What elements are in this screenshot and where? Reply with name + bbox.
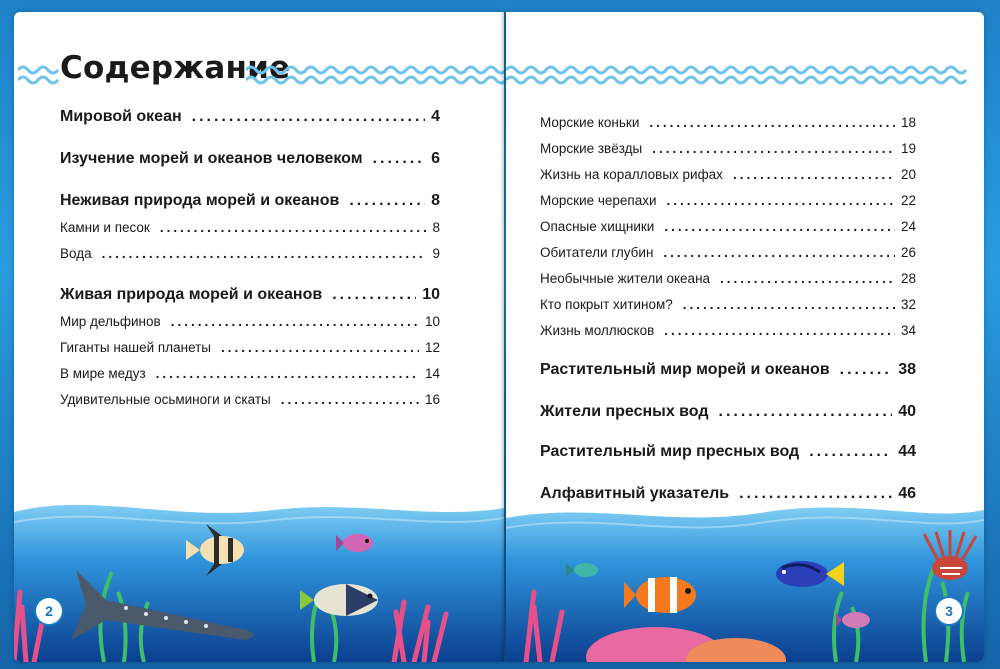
toc-entry-page: 32	[900, 297, 916, 312]
small-fish-illustration	[566, 560, 602, 580]
toc-entry-title: Жители пресных вод	[540, 403, 709, 420]
page-number-right: 3	[936, 598, 962, 624]
toc-entry	[540, 115, 916, 130]
toc-entry-title: Алфавитный указатель	[540, 485, 730, 502]
toc-entry-title: Неживая природа морей и океанов	[60, 192, 340, 209]
toc-entry-title: Морские коньки	[540, 115, 640, 130]
toc-dot-leader	[664, 323, 895, 338]
toc-dot-leader	[192, 108, 425, 126]
toc-entry-page: 26	[900, 245, 916, 260]
toc-dot-leader	[373, 150, 426, 168]
toc-entry	[540, 297, 916, 312]
toc-dot-leader	[840, 361, 893, 379]
toc-entry	[540, 271, 916, 286]
toc-entry-title: Жизнь моллюсков	[540, 323, 655, 338]
toc-entry	[60, 108, 440, 126]
clownfish-illustration	[624, 568, 706, 622]
pink-fish-right-illustration	[836, 608, 876, 632]
toc-entry	[540, 443, 916, 461]
toc-dot-leader	[160, 220, 427, 235]
triggerfish-illustration	[300, 580, 390, 620]
toc-entry-page: 4	[431, 108, 440, 125]
lionfish-illustration	[918, 530, 978, 600]
toc-dot-leader	[683, 297, 895, 312]
toc-entry	[540, 361, 916, 379]
toc-entry-title: Растительный мир пресных вод	[540, 443, 800, 460]
toc-entry	[60, 314, 440, 329]
toc-entry	[60, 192, 440, 210]
toc-entry-page: 24	[900, 219, 916, 234]
toc-entry	[60, 150, 440, 168]
toc-entry	[540, 219, 916, 234]
toc-dot-leader	[733, 167, 895, 182]
left-page	[14, 12, 504, 662]
toc-entry-page: 38	[898, 361, 916, 378]
toc-entry-page: 22	[900, 193, 916, 208]
toc-dot-leader	[719, 403, 893, 421]
toc-entry	[540, 245, 916, 260]
toc-entry	[540, 193, 916, 208]
toc-entry-title: Живая природа морей и океанов	[60, 286, 323, 303]
toc-dot-leader	[649, 115, 895, 130]
toc-entry-page: 18	[900, 115, 916, 130]
toc-dot-leader	[332, 286, 416, 304]
toc-entry-page: 20	[900, 167, 916, 182]
toc-entry	[60, 220, 440, 235]
pink-fish-illustration	[336, 530, 380, 556]
toc-entry-page: 6	[431, 150, 440, 167]
toc-entry-title: Морские звёзды	[540, 141, 643, 156]
toc-entry-page: 46	[898, 485, 916, 502]
toc-dot-leader	[720, 271, 895, 286]
toc-dot-leader	[221, 340, 419, 355]
toc-entry-title: Удивительные осьминоги и скаты	[60, 392, 271, 407]
toc-entry-page: 40	[898, 403, 916, 420]
toc-entry	[60, 366, 440, 381]
toc-entry-page: 28	[900, 271, 916, 286]
toc-dot-leader	[156, 366, 419, 381]
toc-dot-leader	[349, 192, 425, 210]
page-title: Содержание	[60, 50, 291, 86]
toc-dot-leader	[652, 141, 895, 156]
toc-entry-title: Изучение морей и океанов человеком	[60, 150, 363, 167]
toc-entry-page: 10	[422, 286, 440, 303]
angelfish-illustration	[186, 524, 256, 576]
open-book	[14, 12, 984, 662]
page-number-left: 2	[36, 598, 62, 624]
toc-entry-page: 19	[900, 141, 916, 156]
toc-dot-leader	[809, 443, 892, 461]
toc-entry	[60, 340, 440, 355]
toc-entry	[60, 286, 440, 304]
toc-entry-title: Мир дельфинов	[60, 314, 161, 329]
toc-entry	[60, 246, 440, 261]
toc-entry-page: 14	[424, 366, 440, 381]
toc-entry-title: Жизнь на коралловых рифах	[540, 167, 723, 182]
toc-dot-leader	[171, 314, 419, 329]
toc-entry-title: Кто покрыт хитином?	[540, 297, 673, 312]
toc-entry-title: Обитатели глубин	[540, 245, 654, 260]
toc-entry-title: Опасные хищники	[540, 219, 655, 234]
toc-entry-page: 12	[424, 340, 440, 355]
toc-dot-leader	[667, 193, 895, 208]
toc-entry-page: 8	[431, 192, 440, 209]
toc-entry-page: 34	[900, 323, 916, 338]
toc-dot-leader	[663, 245, 895, 260]
toc-entry-page: 16	[424, 392, 440, 407]
toc-entry-title: Необычные жители океана	[540, 271, 711, 286]
toc-entry-title: Растительный мир морей и океанов	[540, 361, 830, 378]
toc-entry	[540, 323, 916, 338]
toc-entry-title: Вода	[60, 246, 92, 261]
toc-entry	[60, 392, 440, 407]
blue-tang-illustration	[768, 556, 844, 592]
toc-entry	[540, 141, 916, 156]
toc-entry-title: В мире медуз	[60, 366, 146, 381]
toc-entry	[540, 167, 916, 182]
toc-dot-leader	[102, 246, 427, 261]
toc-entry-title: Камни и песок	[60, 220, 150, 235]
toc-entry	[540, 403, 916, 421]
toc-entry-page: 10	[424, 314, 440, 329]
toc-entry-title: Морские черепахи	[540, 193, 657, 208]
toc-entry-page: 9	[432, 246, 440, 261]
wave-decoration-title	[246, 62, 504, 92]
wave-decoration-right	[506, 62, 976, 92]
toc-dot-leader	[664, 219, 895, 234]
right-page	[506, 12, 984, 662]
wave-decoration-left	[18, 62, 62, 92]
toc-dot-leader	[281, 392, 419, 407]
toc-entry-title: Мировой океан	[60, 108, 182, 125]
toc-entry-title: Гиганты нашей планеты	[60, 340, 212, 355]
toc-entry-page: 44	[898, 443, 916, 460]
toc-entry-page: 8	[432, 220, 440, 235]
